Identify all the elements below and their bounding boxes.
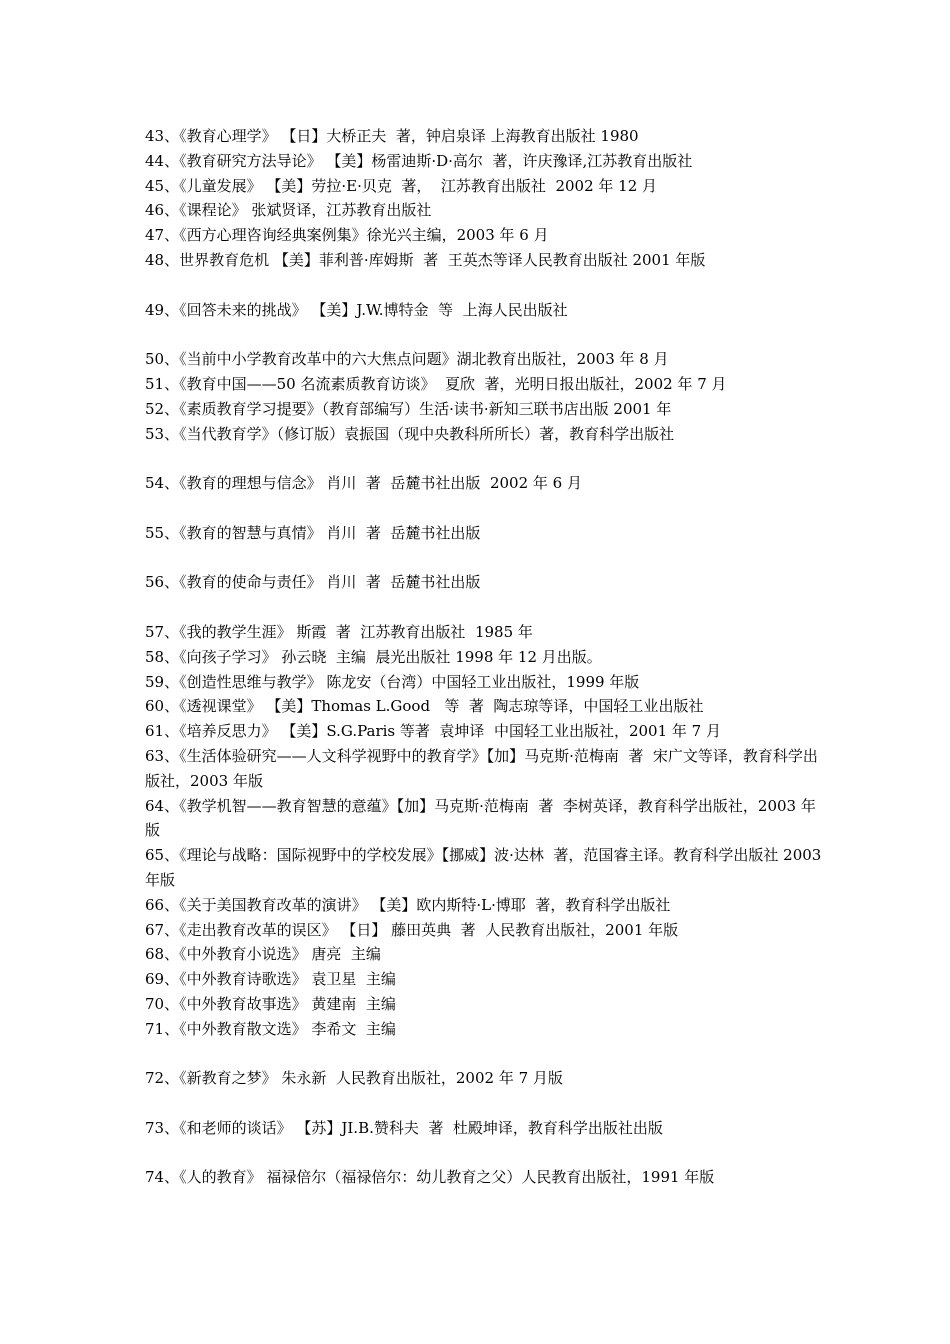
book-list-item: 45、《儿童发展》 【美】劳拉·E·贝克 著， 江苏教育出版社 2002 年 12 月 (145, 176, 658, 195)
book-list-item: 64、《教学机智——教育智慧的意蕴》【加】马克斯·范梅南 著 李树英译，教育科学出版社，2003 年版 (145, 796, 816, 840)
book-list-item: 52、《素质教育学习提要》（教育部编写）生活·读书·新知三联书店出版 2001 年 (145, 399, 672, 418)
book-list-item: 68、《中外教育小说选》 唐亮 主编 (145, 945, 381, 964)
book-list (145, 124, 825, 1190)
book-list-item: 71、《中外教育散文选》 李希文 主编 (145, 1019, 396, 1038)
book-list-item: 65、《理论与战略：国际视野中的学校发展》【挪威】波·达林 著，范国睿主译。教育科学出版社 2003 年版 (145, 846, 827, 889)
book-list-item: 73、《和老师的谈话》 【苏】JI.B.赞科夫 著 杜殿坤译，教育科学出版社出版 (145, 1118, 663, 1137)
blank-line (145, 273, 825, 298)
book-list-item: 70、《中外教育故事选》 黄建南 主编 (145, 994, 396, 1013)
book-list-item: 63、《生活体验研究——人文科学视野中的教育学》【加】马克斯·范梅南 著 宋广文等译，教育科学出版社，2003 年版 (145, 746, 818, 790)
book-list-item: 46、《课程论》 张斌贤译，江苏教育出版社 (145, 201, 432, 220)
book-list-item: 74、《人的教育》 福禄倍尔（福禄倍尔：幼儿教育之父）人民教育出版社，1991 年版 (145, 1168, 715, 1187)
book-list-item: 53、《当代教育学》（修订版）袁振国（现中央教科所所长）著，教育科学出版社 (145, 424, 675, 443)
book-list-item: 66、《关于美国教育改革的演讲》 【美】欧内斯特·L·博耶 著，教育科学出版社 (145, 895, 671, 914)
blank-line (145, 1091, 825, 1116)
book-list-item: 67、《走出教育改革的误区》 【日】 藤田英典 著 人民教育出版社，2001 年版 (145, 920, 679, 939)
book-list-item: 69、《中外教育诗歌选》 袁卫星 主编 (145, 970, 396, 989)
blank-line (145, 496, 825, 521)
book-list-item: 50、《当前中小学教育改革中的六大焦点问题》湖北教育出版社，2003 年 8 月 (145, 350, 669, 369)
book-list-item: 72、《新教育之梦》 朱永新 人民教育出版社，2002 年 7 月版 (145, 1069, 563, 1088)
blank-line (145, 322, 825, 347)
book-list-item: 54、《教育的理想与信念》 肖川 著 岳麓书社出版 2002 年 6 月 (145, 474, 582, 493)
book-list-item: 59、《创造性思维与教学》 陈龙安（台湾）中国轻工业出版社，1999 年版 (145, 672, 640, 691)
book-list-item: 56、《教育的使命与责任》 肖川 著 岳麓书社出版 (145, 573, 481, 592)
blank-line (145, 595, 825, 620)
blank-line (145, 1041, 825, 1066)
book-list-item: 58、《向孩子学习》 孙云晓 主编 晨光出版社 1998 年 12 月出版。 (145, 647, 602, 666)
book-list-item: 47、《西方心理咨询经典案例集》徐光兴主编，2003 年 6 月 (145, 226, 549, 245)
book-list-item: 43、《教育心理学》 【日】大桥正夫 著，钟启泉译 上海教育出版社 1980 (145, 127, 639, 145)
book-list-item: 60、《透视课堂》 【美】Thomas L.Good 等 著 陶志琼等译，中国轻工业出版社 (145, 697, 704, 716)
book-list-item: 49、《回答未来的挑战》 【美】J.W.博特金 等 上海人民出版社 (145, 300, 568, 319)
blank-line (145, 546, 825, 571)
book-list-item: 48、世界教育危机 【美】菲利普·库姆斯 著 王英杰等译人民教育出版社 2001 年版 (145, 250, 706, 269)
book-list-item: 44、《教育研究方法导论》 【美】杨雷迪斯·D·高尔 著，许庆豫译,江苏教育出版社 (145, 151, 693, 170)
book-list-item: 61、《培养反思力》 【美】S.G.Paris 等著 袁坤译 中国轻工业出版社，2001 年 7 月 (145, 722, 721, 741)
book-list-item: 51、《教育中国——50 名流素质教育访谈》 夏欣 著，光明日报出版社，2002 年 7 月 (145, 374, 727, 393)
blank-line (145, 1141, 825, 1166)
book-list-item: 57、《我的教学生涯》 斯霞 著 江苏教育出版社 1985 年 (145, 622, 533, 641)
blank-line (145, 446, 825, 471)
book-list-item: 55、《教育的智慧与真情》 肖川 著 岳麓书社出版 (145, 523, 481, 542)
